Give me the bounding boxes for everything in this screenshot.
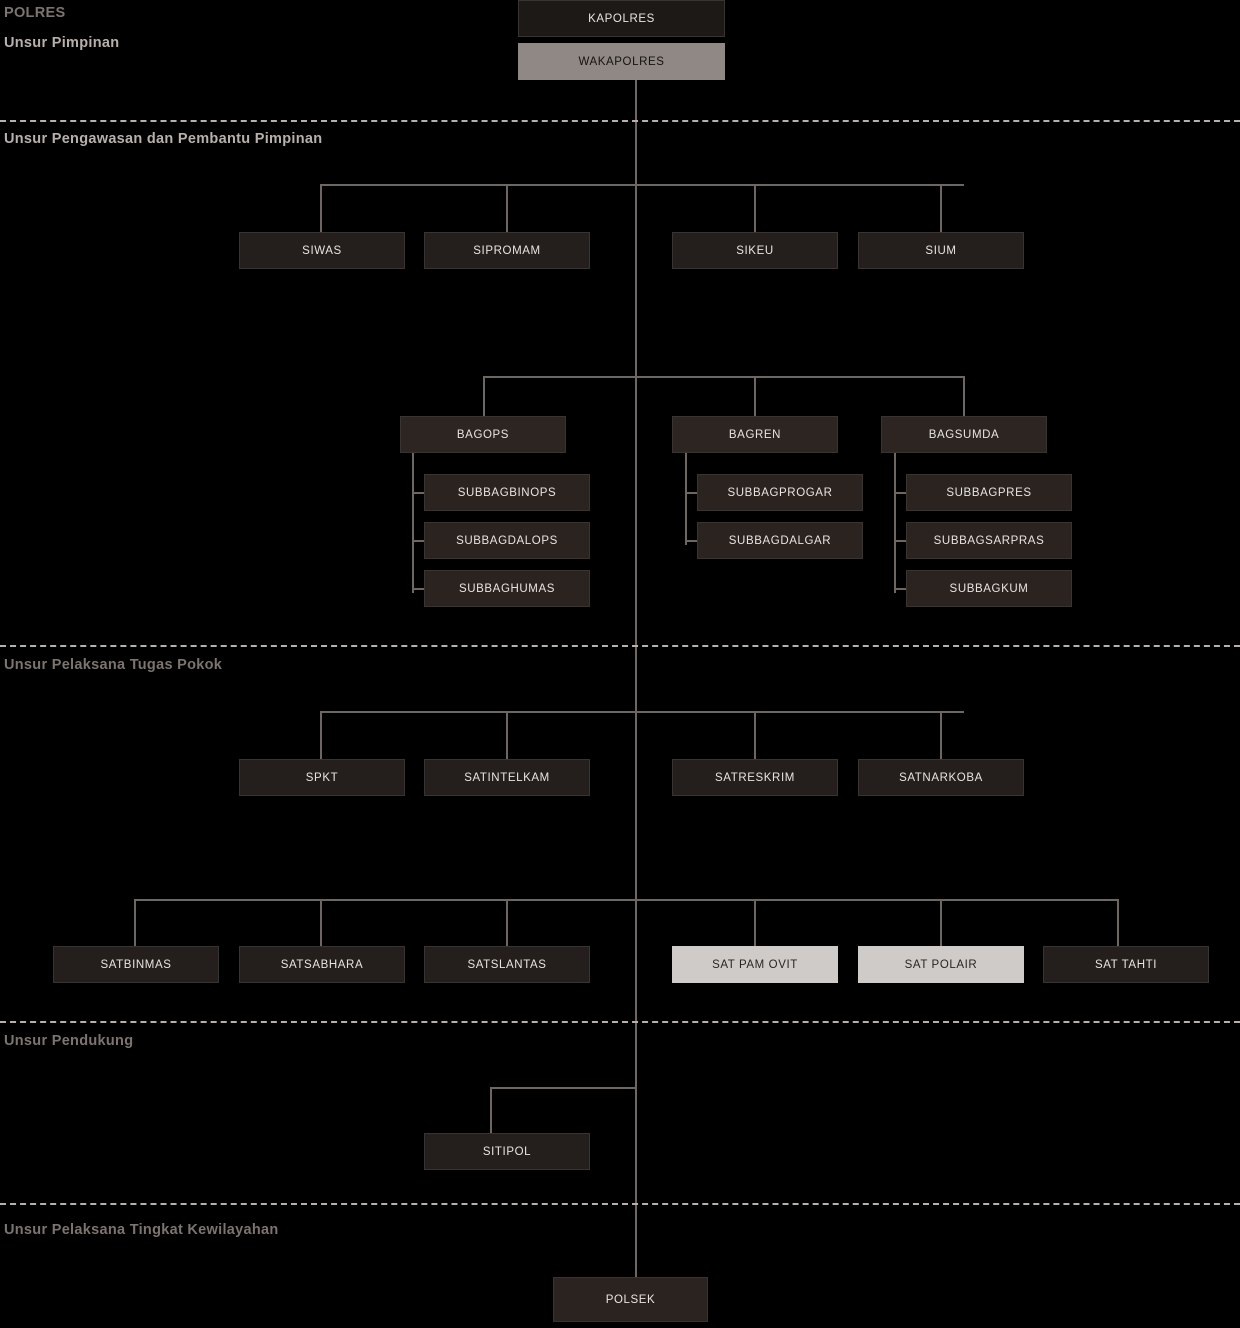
section-title-pengawasan: Unsur Pengawasan dan Pembantu Pimpinan	[4, 131, 323, 147]
node-satnarkoba[interactable]	[858, 759, 1024, 796]
section-divider-3	[0, 1021, 1240, 1023]
node-label: KAPOLRES	[588, 12, 655, 25]
connector	[134, 899, 136, 947]
connector	[635, 122, 637, 184]
node-label: BAGSUMDA	[928, 428, 1000, 441]
connector	[685, 492, 697, 494]
connector	[320, 184, 964, 186]
node-label: SUBBAGDALOPS	[456, 534, 558, 547]
connector	[894, 540, 906, 542]
node-label: SUBBAGKUM	[949, 582, 1029, 595]
section-divider-4	[0, 1203, 1240, 1205]
node-label: SUBBAGHUMAS	[458, 582, 556, 595]
node-subbagprogar[interactable]	[697, 474, 863, 511]
node-sat-tahti[interactable]	[1043, 946, 1209, 983]
node-subbagdalgar[interactable]	[697, 522, 863, 559]
connector	[685, 453, 687, 545]
section-divider-1	[0, 120, 1240, 122]
node-subbagkum[interactable]	[906, 570, 1072, 607]
connector	[635, 899, 637, 1024]
connector	[894, 588, 906, 590]
node-bagren[interactable]	[672, 416, 838, 453]
section-divider-2	[0, 645, 1240, 647]
node-label: SATSLANTAS	[467, 958, 547, 971]
connector	[412, 492, 424, 494]
connector	[635, 647, 637, 711]
node-label: BAGREN	[728, 428, 782, 441]
connector	[685, 540, 697, 542]
connector	[894, 492, 906, 494]
node-label: SIWAS	[302, 244, 342, 257]
node-label: SITIPOL	[482, 1145, 532, 1158]
connector	[754, 899, 756, 947]
node-label: SIPROMAM	[473, 244, 541, 257]
node-label: WAKAPOLRES	[578, 55, 665, 68]
connector	[635, 1087, 637, 1205]
node-label: BAGOPS	[456, 428, 510, 441]
node-subbagdalops[interactable]	[424, 522, 590, 559]
connector	[635, 184, 637, 376]
org-title: POLRES	[4, 5, 66, 21]
node-sipropam[interactable]	[424, 232, 590, 269]
node-subbagbinops[interactable]	[424, 474, 590, 511]
connector	[894, 453, 896, 593]
node-label: SIKEU	[736, 244, 774, 257]
node-satreskrim[interactable]	[672, 759, 838, 796]
node-siwas[interactable]	[239, 232, 405, 269]
section-title-pimpinan: Unsur Pimpinan	[4, 35, 120, 51]
node-label: SATSABHARA	[280, 958, 364, 971]
connector	[635, 376, 637, 648]
node-sikeu[interactable]	[672, 232, 838, 269]
node-label: SUBBAGSARPRAS	[933, 534, 1045, 547]
connector	[1117, 899, 1119, 947]
node-bagsumda[interactable]	[881, 416, 1047, 453]
connector	[320, 184, 322, 232]
connector	[412, 453, 414, 593]
node-label: SUBBAGPROGAR	[727, 486, 833, 499]
connector	[506, 711, 508, 759]
connector	[754, 184, 756, 232]
node-satbinmas[interactable]	[53, 946, 219, 983]
node-wakapolres[interactable]	[518, 43, 725, 80]
node-satintelkam[interactable]	[424, 759, 590, 796]
node-sitipol[interactable]	[424, 1133, 590, 1170]
node-label: SATNARKOBA	[899, 771, 983, 784]
connector	[412, 540, 424, 542]
node-sat-pam-ovit[interactable]	[672, 946, 838, 983]
connector	[483, 376, 964, 378]
connector	[754, 711, 756, 759]
node-label: SPKT	[305, 771, 339, 784]
node-kapolres[interactable]	[518, 0, 725, 37]
node-label: SAT PAM OVIT	[712, 958, 798, 971]
node-polsek[interactable]	[553, 1277, 708, 1322]
connector	[506, 184, 508, 232]
connector	[754, 376, 756, 416]
node-label: SUBBAGPRES	[946, 486, 1032, 499]
connector	[320, 711, 964, 713]
node-satslantas[interactable]	[424, 946, 590, 983]
connector	[635, 1205, 637, 1277]
node-sium[interactable]	[858, 232, 1024, 269]
node-sat-polair[interactable]	[858, 946, 1024, 983]
node-label: POLSEK	[605, 1293, 656, 1306]
node-label: SUBBAGBINOPS	[457, 486, 557, 499]
connector	[940, 711, 942, 759]
section-title-kewilayahan: Unsur Pelaksana Tingkat Kewilayahan	[4, 1222, 279, 1238]
node-subbaghumas[interactable]	[424, 570, 590, 607]
connector	[963, 376, 965, 416]
node-label: SATRESKRIM	[715, 771, 795, 784]
connector	[506, 899, 508, 947]
node-label: SUBBAGDALGAR	[728, 534, 832, 547]
connector	[635, 711, 637, 899]
connector	[635, 1023, 637, 1087]
section-title-pelaksana: Unsur Pelaksana Tugas Pokok	[4, 657, 223, 673]
node-subbagsarpras[interactable]	[906, 522, 1072, 559]
connector	[320, 711, 322, 759]
connector	[320, 899, 322, 947]
node-label: SATBINMAS	[100, 958, 172, 971]
connector	[490, 1087, 492, 1133]
connector	[940, 184, 942, 232]
node-spkt[interactable]	[239, 759, 405, 796]
connector	[483, 376, 485, 416]
connector	[134, 899, 1117, 901]
connector	[490, 1087, 637, 1089]
node-bagops[interactable]	[400, 416, 566, 453]
node-label: SATINTELKAM	[464, 771, 550, 784]
node-label: SAT TAHTI	[1094, 958, 1158, 971]
node-label: SAT POLAIR	[904, 958, 978, 971]
node-subbagpres[interactable]	[906, 474, 1072, 511]
node-satsabhara[interactable]	[239, 946, 405, 983]
connector	[940, 899, 942, 947]
node-label: SIUM	[925, 244, 957, 257]
connector	[635, 80, 637, 120]
connector	[412, 588, 424, 590]
section-title-pendukung: Unsur Pendukung	[4, 1033, 134, 1049]
